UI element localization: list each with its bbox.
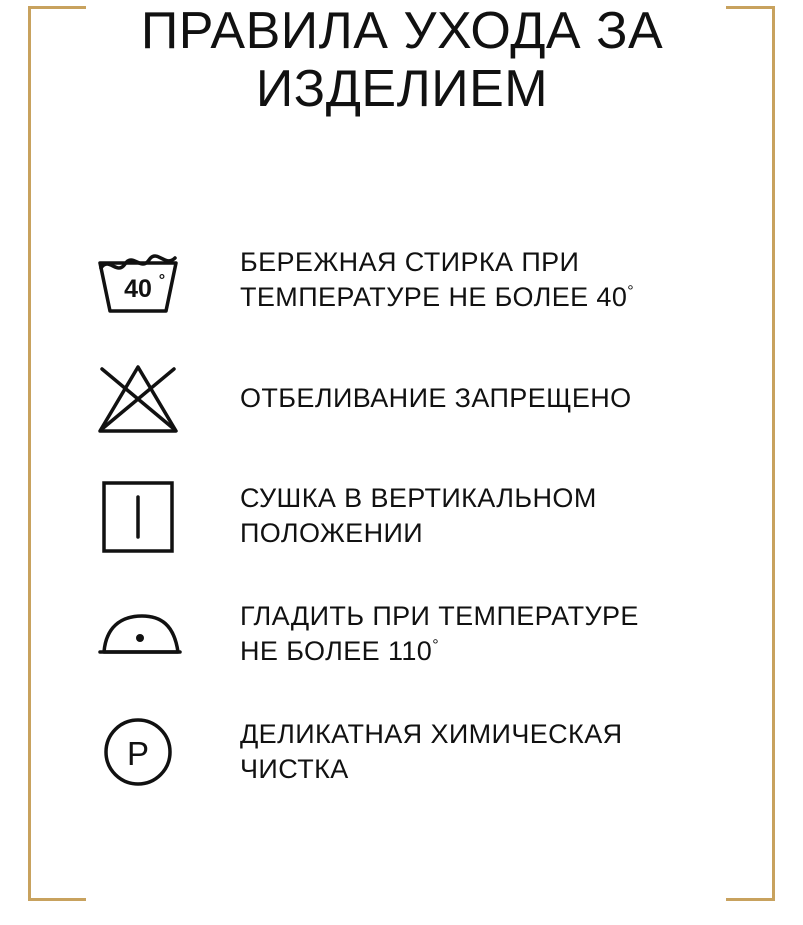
frame-border-right: [772, 6, 775, 901]
care-rule-line2: ПОЛОЖЕНИИ: [240, 518, 424, 548]
care-rule-label: [188, 245, 634, 315]
care-rule-label: [188, 481, 597, 551]
care-rule-row: [88, 346, 718, 450]
dry-clean-p-circle-icon: [88, 704, 188, 800]
care-rule-line2-sup: °: [627, 283, 635, 300]
care-rule-row: [88, 464, 718, 568]
iron-one-dot-icon: [88, 586, 188, 682]
care-rule-line1: ГЛАДИТЬ ПРИ ТЕМПЕРАТУРЕ: [240, 601, 639, 631]
care-rule-row: [88, 700, 718, 804]
no-bleach-triangle-icon: [88, 350, 188, 446]
wash-tub-40-icon: [88, 232, 188, 328]
svg-text:40: 40: [124, 275, 152, 303]
page-title: ПРАВИЛА УХОДА ЗА ИЗДЕЛИЕМ: [140, 2, 664, 118]
care-rule-row: [88, 582, 718, 686]
drip-dry-vertical-icon: [88, 468, 188, 564]
svg-text:°: °: [158, 272, 166, 289]
care-rules-list: [88, 228, 718, 818]
care-rule-row: [88, 228, 718, 332]
care-rule-line1: СУШКА В ВЕРТИКАЛЬНОМ: [240, 483, 597, 513]
care-rule-line2: НЕ БОЛЕЕ 110: [240, 636, 433, 666]
care-rule-label: [188, 381, 632, 416]
svg-text:P: P: [126, 735, 150, 772]
care-rule-line2: ТЕМПЕРАТУРЕ НЕ БОЛЕЕ 40: [240, 282, 628, 312]
care-rule-label: [188, 717, 623, 787]
frame-border-left: [28, 6, 31, 901]
care-rule-line1: ДЕЛИКАТНАЯ ХИМИЧЕСКАЯ: [240, 719, 623, 749]
care-rule-line1: ОТБЕЛИВАНИЕ ЗАПРЕЩЕНО: [240, 382, 632, 413]
frame-gap-bottom: [86, 893, 726, 909]
care-rule-line2: ЧИСТКА: [240, 754, 349, 784]
care-rule-line1: БЕРЕЖНАЯ СТИРКА ПРИ: [240, 247, 580, 277]
care-rule-label: [188, 599, 639, 669]
care-rule-line2-sup: °: [432, 637, 440, 654]
